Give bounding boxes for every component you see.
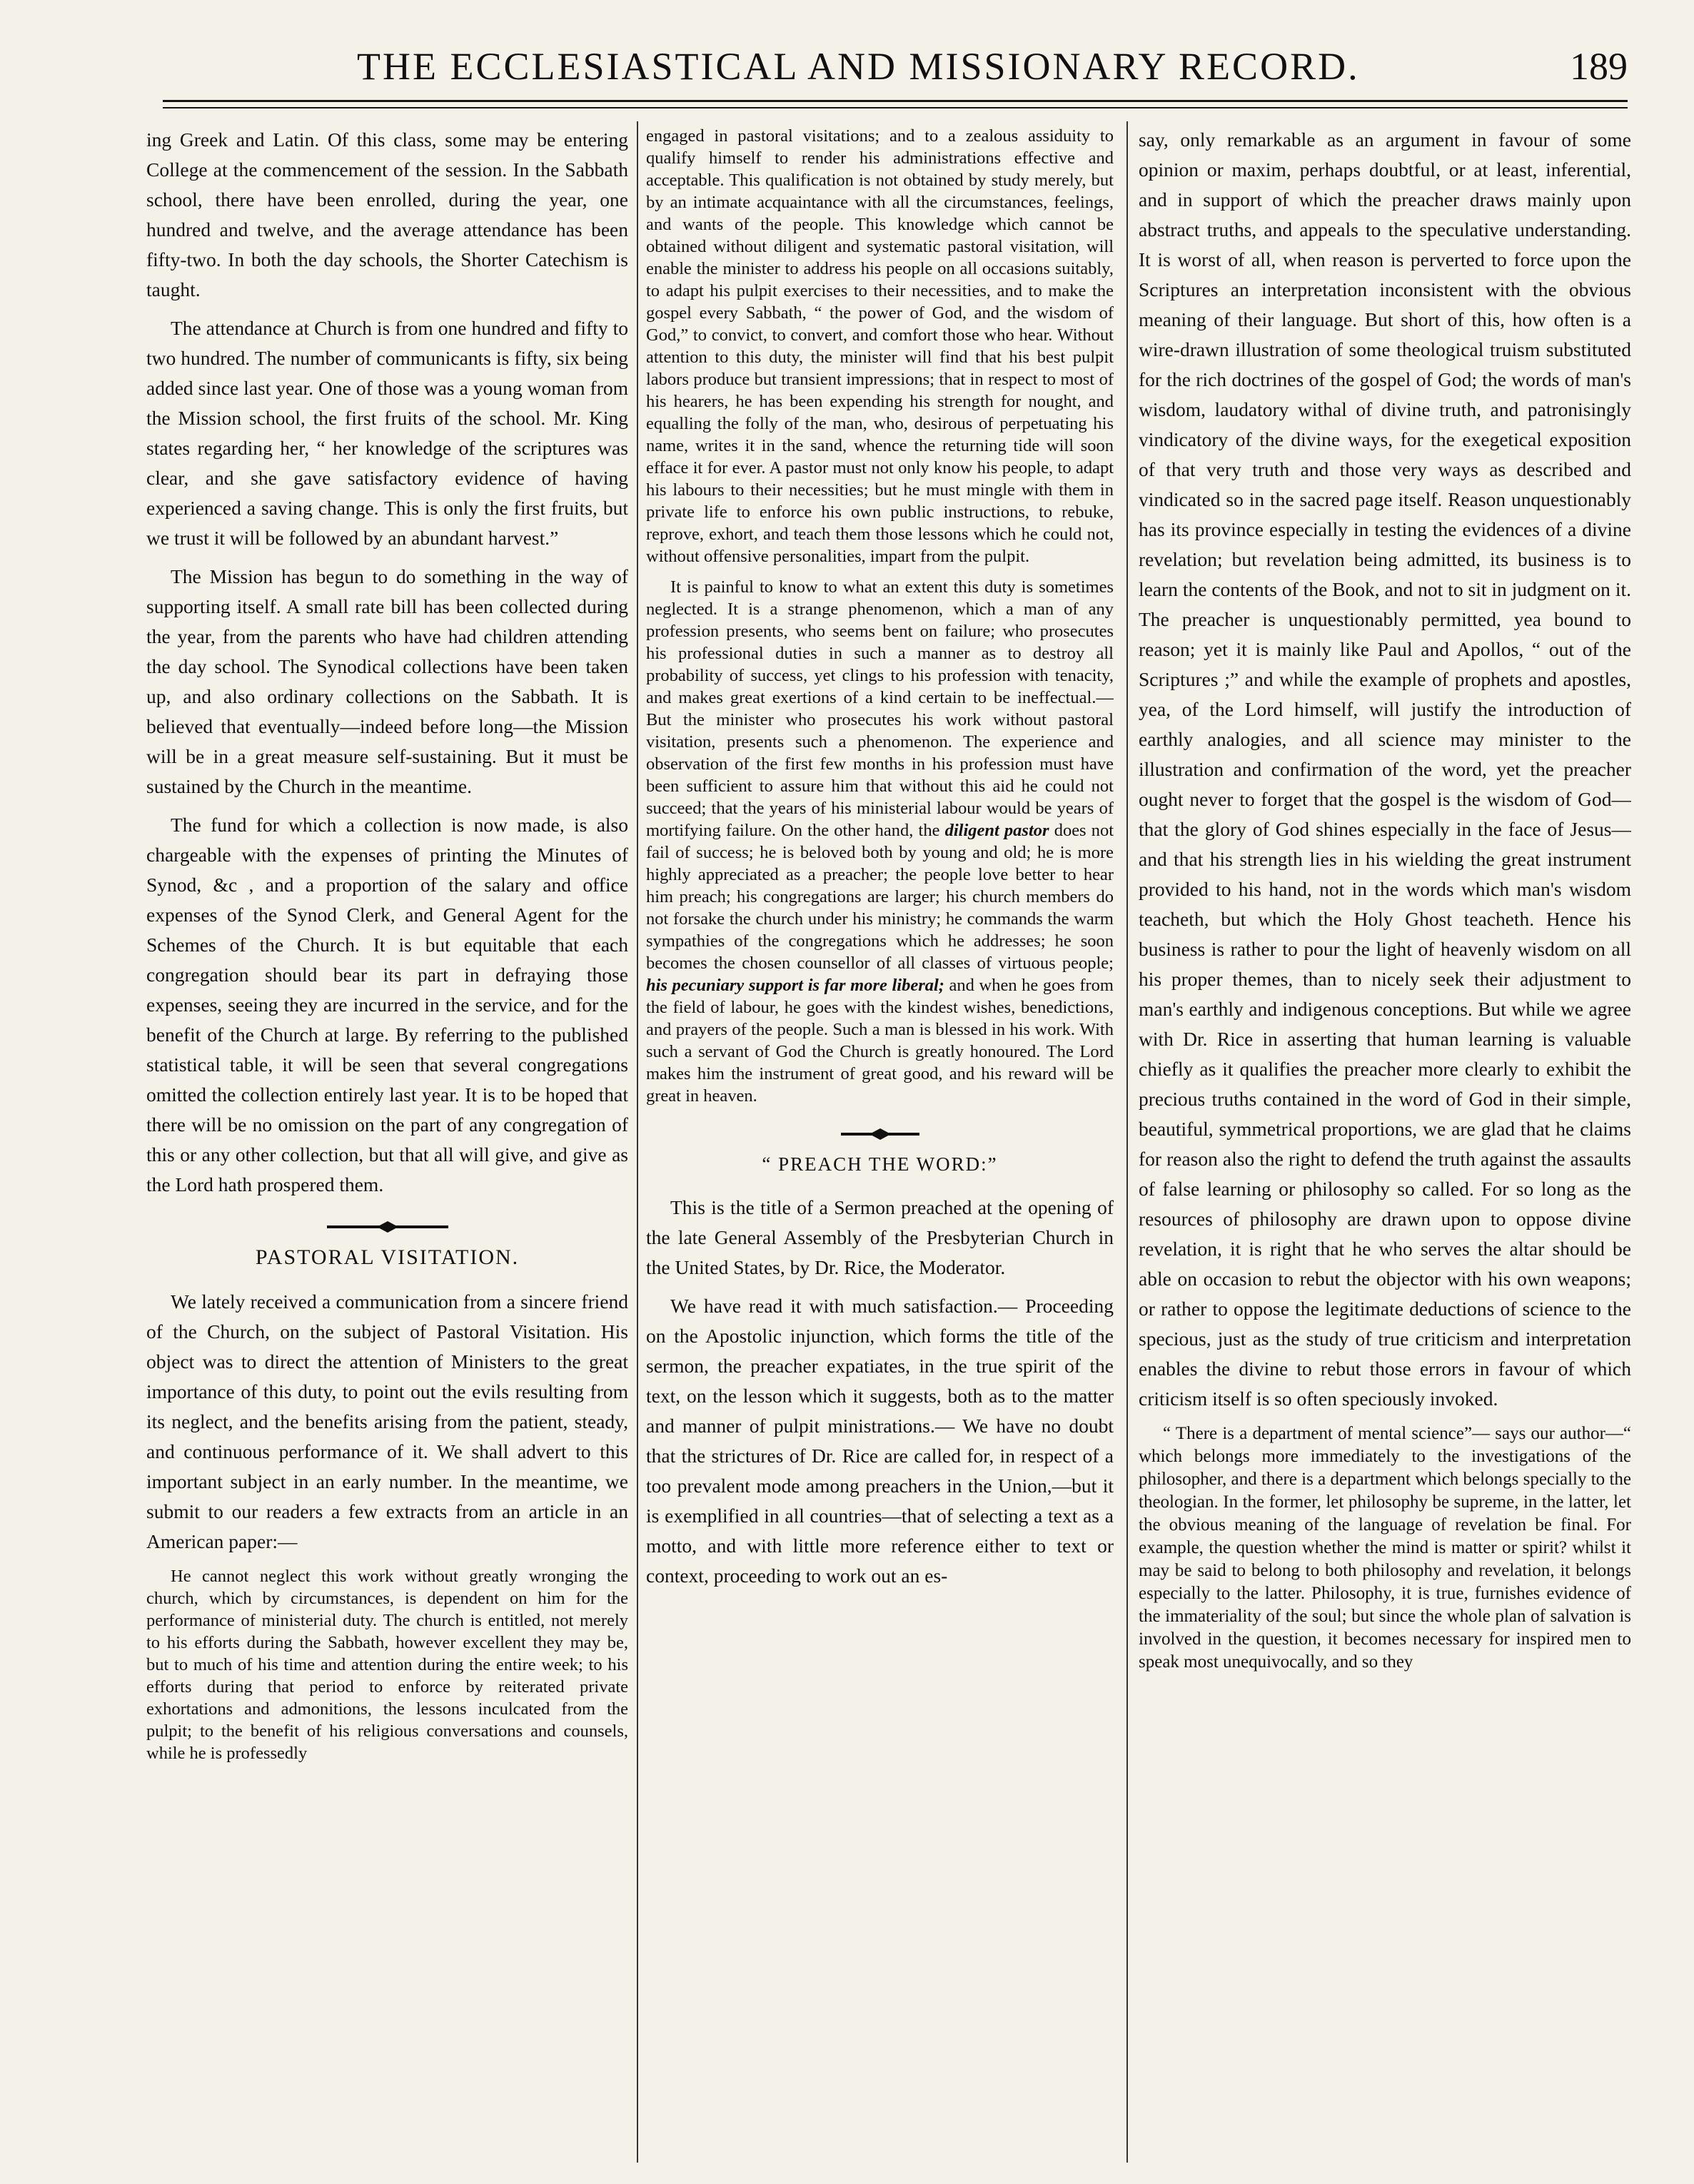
quoted-paragraph bbox=[646, 576, 1114, 1107]
section-heading: PASTORAL VISITATION. bbox=[255, 1245, 520, 1269]
text-run: It is painful to know to what an extent this duty is sometimes neglected. It is a strange phenomenon, which a man of any profession presents, who seems bent on failure; who prosecutes his professional duties in such a manner as to destroy all probability of success, yet clings to his profession with tenacity, and makes great exertions of a kind certain to be ineffectual.— But the minister who prosecutes his work without pastoral visitation, presents such a phenomenon. The experience and observation of the first few months in his profession must have been sufficient to assure him that without this aid he could not succeed; that the years of his ministerial labour would be years of mortifying failure. On the other hand, the bbox=[646, 577, 1114, 840]
section-heading: “ PREACH THE WORD:” bbox=[762, 1153, 998, 1175]
paragraph: We have read it with much satisfaction.— Proceeding on the Apostolic injunction, which forms the title of the sermon, the preacher expatiates, in the true spirit of the text, on the lesson which it suggests, both as to the matter and manner of pulpit ministrations.— We have no doubt that the strictures of Dr. Rice are called for, in respect of a too prevalent mode among preachers in the Union,—but it is exemplified in all countries—that of selecting a text as a motto, and with little more reference either to text or context, proceeding to work out an es- bbox=[646, 1295, 1114, 1587]
paragraph: The fund for which a collection is now made, is also chargeable with the expenses of printing the Minutes of Synod, &c , and a proportion of the salary and office expenses of the Synod Clerk, and General Agent for the Schemes of the Church. It is but equitable that each congregation should bear its part in defraying those expenses, seeing they are incurred in the service, and for the benefit of the Church at large. By referring to the published statistical table, it will be seen that several congregations omitted the collection entirely last year. It is to be hoped that there will be no omission on the part of any congregation of this or any other collection, but that all will give, and give as the Lord hath prospered them. bbox=[146, 814, 628, 1195]
column-divider-1 bbox=[637, 121, 638, 2163]
column-1 bbox=[146, 125, 628, 2166]
emphasis-text: diligent pastor bbox=[944, 821, 1049, 840]
paragraph: ing Greek and Latin. Of this class, some may be entering College at the commencement of the session. In the Sabbath school, there have been enrolled, during the year, one hundred and twelve, and the average attendance has been fifty-two. In both the day schools, the Shorter Catechism is taught. bbox=[146, 128, 628, 300]
journal-title: THE ECCLESIASTICAL AND MISSIONARY RECORD. bbox=[357, 45, 1360, 88]
text-run: does not fail of success; he is beloved both by young and old; he is more highly appreciated as a preacher; the people love better to hear him preach; his congregations are larger; his church members do not forsake the church under his ministry; he commands the warm sympathies of the congregations which he addresses; he soon becomes the chosen counsellor of all classes of virtuous people; bbox=[646, 821, 1114, 973]
text-run: and when he goes from the field of labour, he goes with the kindest wishes, benedictions, and prayers of the people. Such a man is blessed in his work. With such a servant of God the Church is greatly honoured. The Lord makes him the instrument of great good, and his reward will be great in heaven. bbox=[646, 976, 1114, 1106]
column-2 bbox=[646, 125, 1114, 2166]
running-header bbox=[143, 37, 1628, 94]
column-divider-2 bbox=[1126, 121, 1128, 2163]
section-ornament bbox=[841, 1127, 919, 1141]
paragraph: The Mission has begun to do something in the way of supporting itself. A small rate bill has been collected during the year, from the parents who have had children attending the day school. The Synodical collections have been taken up, and also ordinary collections on the Sabbath. It is believed that eventually—indeed before long—the Mission will be in a great measure self-sustaining. But it must be sustained by the Church in the meantime. bbox=[146, 565, 628, 797]
header-rule-bottom bbox=[163, 107, 1628, 108]
column-3 bbox=[1139, 125, 1631, 2166]
quoted-paragraph: “ There is a department of mental science”— says our author—“ which belongs more immediately to the investigations of the philosopher, and there is a department which belongs specially to the theologian. In the former, let philosophy be supreme, in the latter, let the obvious meaning of the language of revelation be final. For example, the question whether the mind is matter or spirit? whilst it may be said to belong to both philosophy and revelation, it belongs especially to the latter. Philosophy, it is true, furnishes evidence of the immateriality of the soul; but since the whole plan of salvation is involved in the question, it becomes necessary for inspired men to speak most unequivocally, and so they bbox=[1139, 1424, 1631, 1672]
paragraph: This is the title of a Sermon preached at the opening of the late General Assembly of the Presbyterian Church in the United States, by Dr. Rice, the Moderator. bbox=[646, 1196, 1114, 1278]
quoted-paragraph: He cannot neglect this work without greatly wronging the church, which by circumstances, is dependent on him for the performance of ministerial duty. The church is entitled, not merely to his efforts during the Sabbath, however excellent they may be, but to much of his time and attention during the entire week; to his efforts during that period to enforce by reiterated private exhortations and admonitions, the lessons inculcated from the pulpit; to the benefit of his religious conversations and counsels, while he is professedly bbox=[146, 1567, 628, 1763]
emphasis-text: his pecuniary support is far more liberal; bbox=[646, 976, 944, 995]
paragraph: The attendance at Church is from one hundred and fifty to two hundred. The number of communicants is fifty, six being added since last year. One of those was a young woman from the Mission school, the first fruits of the school. Mr. King states regarding her, “ her knowledge of the scriptures was clear, and she gave satisfactory evidence of having experienced a saving change. This is only the first fruits, but we trust it will be followed by an abundant harvest.” bbox=[146, 317, 628, 549]
paragraph: We lately received a communication from a sincere friend of the Church, on the subject of Pastoral Visitation. His object was to direct the attention of Ministers to the great importance of this duty, to point out the evils resulting from its neglect, and the benefits arising from the patient, steady, and continuous performance of it. We shall advert to this important subject in an early number. In the meantime, we submit to our readers a few extracts from an article in an American paper:— bbox=[146, 1290, 628, 1552]
section-ornament bbox=[327, 1220, 448, 1234]
page-number: 189 bbox=[1570, 45, 1628, 88]
quoted-paragraph: engaged in pastoral visitations; and to a zealous assiduity to qualify himself to render his administrations effective and acceptable. This qualification is not obtained by study merely, but by an intimate acquaintance with all the circumstances, feelings, and wants of the people. This knowledge which cannot be obtained without diligent and systematic pastoral visitation, will enable the minister to address his people on all occasions suitably, to adapt his pulpit exercises to their necessities, and to make the gospel every Sabbath, “ the power of God, and the wisdom of God,” to convict, to convert, and comfort those who hear. Without attention to this duty, the minister will find that his best pulpit labors produce but transient impressions; that in respect to most of his hearers, he has been expending his strength for nought, and equalling the folly of the man, who, desirous of perpetuating his name, writes it in the sand, whence the returning tide will soon efface it for ever. A pastor must not only know his people, to adapt his labours to their necessities; but he must mingle with them in private life to enforce his own public instructions, to rebuke, reprove, exhort, and teach them those lessons which he could not, without offensive personalities, impart from the pulpit. bbox=[646, 126, 1114, 566]
header-rule-top bbox=[163, 100, 1628, 102]
paragraph: say, only remarkable as an argument in favour of some opinion or maxim, perhaps doubtful, or at least, inferential, and in support of which the preacher draws mainly upon abstract truths, and appeals to the speculative understanding. It is worst of all, when reason is perverted to force upon the Scriptures an interpretation inconsistent with the obvious meaning of their language. But short of this, how often is a wire-drawn illustration of some theological truism substituted for the rich doctrines of the gospel of God; the words of man's wisdom, laudatory withal of divine truth, and patronisingly vindicatory of the divine ways, for the exegetical exposition of that very truth and those very ways as described and vindicated so in the sacred page itself. Reason unquestionably has its province especially in testing the evidences of a divine revelation; but revelation being admitted, its business is to learn the contents of the Book, and not to sit in judgment on it. The preacher is unquestionably permitted, yea bound to reason; yet it is mainly like Paul and Apollos, “ out of the Scriptures ;” and while the example of prophets and apostles, yea, of the Lord himself, will justify the introduction of earthly analogies, and all science may minister to the illustration and confirmation of the word, yet the preacher ought never to forget that the gospel is the wisdom of God—that the glory of God shines especially in the face of Jesus—and that his strength lies in his wielding the great instrument provided to his hand, not in the words which man's wisdom teacheth, but which the Holy Ghost teacheth. Hence his business is rather to pour the light of heavenly wisdom on all his proper themes, than to nicely seek their adjustment to man's earthly and indigenous conceptions. But while we agree with Dr. Rice in asserting that human learning is valuable chiefly as it qualifies the preacher more clearly to exhibit the precious truths contained in the word of God in their simple, beautiful, symmetrical proportions, we are glad that he claims for reason also the right to defend the truth against the assaults of false learning or philosophy so called. For so long as the resources of philosophy are drawn upon to oppose divine revelation, it is right that he who serves the altar should be able on occasion to rebut the objector with his own weapons; or rather to oppose the legitimate deductions of science to the specious, just as the study of true criticism and interpretation enables the divine to rebut those errors in favour of which criticism itself is so often speciously invoked. bbox=[1139, 128, 1631, 1410]
